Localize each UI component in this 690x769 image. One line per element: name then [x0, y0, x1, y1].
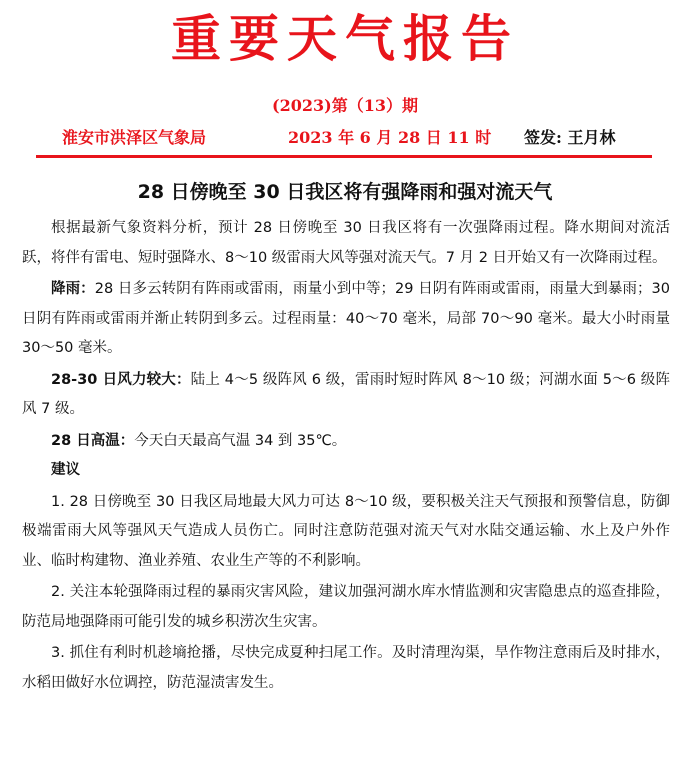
report-headline: 28 日傍晚至 30 日我区将有强降雨和强对流天气	[137, 181, 553, 203]
wind-lead: 28-30 日风力较大：	[51, 371, 191, 388]
advice-item: 3. 抓住有利时机趁墒抢播，尽快完成夏种扫尾工作。及时清理沟渠，旱作物注意雨后及时排水，水稻田做好水位调控，防范湿渍害发生。	[22, 645, 670, 691]
issuing-organization: 淮安市洪泽区气象局	[62, 128, 207, 147]
heat-text: 今天白天最高气温 34 到 35℃。	[134, 432, 347, 449]
issue-datetime: 2023 年 6 月 28 日 11 时	[288, 128, 492, 147]
advice-heading: 建议	[51, 462, 80, 478]
wind-text: 陆上 4～5 级阵风 6 级，雷雨时短时阵风 8～10 级；河湖水面 5～6 级阵风 7 级。	[22, 371, 670, 417]
rainfall-text: 28 日多云转阴有阵雨或雷雨，雨量小到中等；29 日阴有阵雨或雷雨，雨量大到暴雨；30 日阴有阵雨或雷雨并渐止转阴到多云。过程雨量：40～70 毫米，局部 70～90 毫米。最大小时雨量 30～50 毫米。	[22, 281, 671, 356]
wind-section	[22, 366, 670, 425]
intro-paragraph: 根据最新气象资料分析，预计 28 日傍晚至 30 日我区将有一次强降雨过程。降水期间对流活跃，将伴有雷电、短时强降水、8～10 级雷雨大风等强对流天气。7 月 2 日开始又有一次降雨过程。	[22, 220, 670, 266]
advice-item: 2. 关注本轮强降雨过程的暴雨灾害风险，建议加强河湖水库水情监测和灾害隐患点的巡查排险，防范局地强降雨可能引发的城乡积涝次生灾害。	[22, 584, 670, 630]
heat-section	[22, 427, 670, 457]
report-body	[22, 214, 670, 698]
rainfall-section	[22, 275, 670, 364]
signer: 签发: 王月林	[524, 128, 616, 147]
report-title: 重要天气报告	[171, 10, 519, 68]
rainfall-lead: 降雨：	[51, 281, 95, 297]
advice-item: 1. 28 日傍晚至 30 日我区局地最大风力可达 8～10 级，要积极关注天气预报和预警信息，防御极端雷雨大风等强风天气造成人员伤亡。同时注意防范强对流天气对水陆交通运输、水上及户外作业、临时构建物、渔业养殖、农业生产等的不利影响。	[22, 493, 670, 569]
report-meta-row	[0, 126, 690, 150]
issue-number: (2023)第（13）期	[272, 96, 418, 115]
header-divider	[36, 155, 652, 158]
heat-lead: 28 日高温：	[51, 432, 135, 449]
